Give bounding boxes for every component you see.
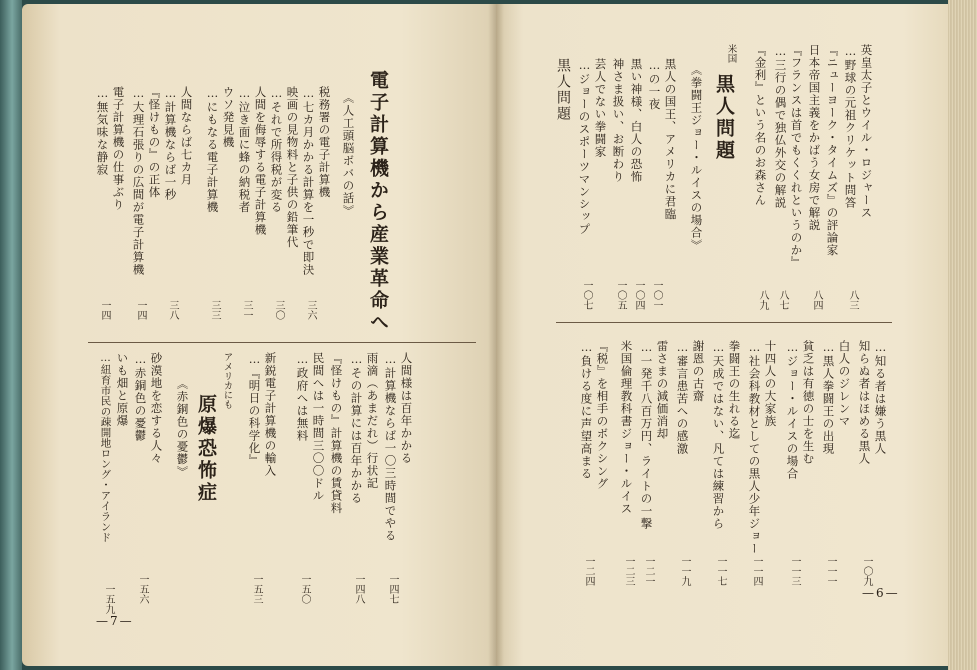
page-number: 一〇九	[861, 556, 872, 586]
toc-entry: …赤銅色の憂鬱	[133, 352, 148, 442]
toc-entry: 謝恩の古齋	[691, 340, 706, 403]
toc-entry: 砂漠地を恋する人々	[149, 352, 164, 465]
toc-entry: …三行の偶で独仏外交の解説	[773, 44, 788, 209]
toc-entry: 人間を侮辱する電子計算機	[253, 86, 268, 236]
section-prefix: 米国	[725, 44, 737, 63]
toc-entry: 黒い神様、白人の恐怖	[629, 58, 644, 183]
toc-entry: 白人のジレンマ	[837, 340, 852, 428]
toc-entry: 芸人でない拳闘家	[593, 58, 608, 158]
toc-entry: …天成ではない、凡ては練習から	[711, 340, 726, 530]
toc-entry: …ジョー・ルイスの場合	[785, 340, 800, 480]
toc-entry: …一発千八百万円、ライトの一撃	[639, 340, 654, 530]
page-number: 一二一	[643, 556, 654, 586]
section-title: 原爆恐怖症	[195, 394, 217, 504]
toc-entry: 民間へは一時間三〇〇ドル	[311, 352, 326, 502]
toc-entry: 『税』を相手のボクシング	[595, 340, 610, 490]
toc-entry: ウソ発見機	[221, 86, 236, 149]
page-number: 三一	[241, 300, 252, 320]
toc-entry: …その計算には百年かかる	[349, 352, 364, 505]
toc-entry: …大理石張りの広間が電子計算機	[131, 86, 146, 276]
toc-entry: 米国倫理教科書ジョー・ルイス	[619, 340, 634, 515]
page-number: 一〇一	[651, 280, 662, 310]
page-number: 三〇	[273, 300, 284, 320]
toc-entry: 日本帝国主義をかばう女房で解説	[807, 44, 822, 232]
section-subtitle: 《拳闘王ジョー・ルイスの場合》	[689, 64, 704, 252]
page-folio: —6—	[862, 586, 900, 600]
page-edges	[948, 0, 977, 670]
page-number: 一四	[99, 300, 110, 320]
page-number: 八三	[847, 290, 858, 310]
page-number: 一五三	[251, 574, 262, 604]
page-number: 一五六	[137, 574, 148, 604]
section-subtitle: 《人工頭脳ボバの話》	[341, 92, 356, 217]
toc-entry: …政府へは無料	[295, 352, 310, 442]
toc-entry: …審言患苦への感激	[675, 340, 690, 455]
page-number: 三三	[209, 300, 220, 320]
page-number: 一五〇	[299, 574, 310, 604]
toc-entry: …知る者は嫌う黒人	[873, 340, 888, 455]
toc-entry: …ジョーのスポーツマンシップ	[577, 58, 592, 236]
toc-entry: 知らぬ者はほめる黒人	[857, 340, 872, 465]
section-divider	[556, 322, 892, 323]
page-number: 八四	[811, 290, 822, 310]
toc-entry: 新鋭電子計算機の輸入	[263, 352, 278, 477]
book-gutter	[488, 4, 504, 666]
toc-entry: 英皇太子とウイル・ロジャース	[859, 44, 874, 219]
toc-entry: …計算機ならば一〇三時間でやる	[383, 352, 398, 542]
page-number: 一一一	[825, 556, 836, 586]
toc-entry: 神さま扱い、お断わり	[611, 58, 626, 183]
toc-entry: 『金利』という名のお森さん	[753, 44, 768, 207]
page-number: 八九	[757, 290, 768, 310]
section-title: 電子計算機から産業革命へ	[367, 70, 389, 334]
book-cover-edge	[0, 0, 22, 670]
toc-entry: …の一夜	[647, 58, 662, 111]
section-subtitle: 《赤銅色の憂鬱》	[175, 378, 190, 478]
toc-entry: 十四人の大家族	[763, 340, 778, 428]
toc-entry: …七カ月かかる計算を一秒で即決	[301, 86, 316, 276]
page-number: 一二三	[623, 556, 634, 586]
page-number: 一〇五	[615, 280, 626, 310]
toc-entry: いも畑と原爆	[115, 352, 130, 427]
toc-entry: 黒人の国王、アメリカに君臨	[663, 58, 678, 221]
page-number: 八七	[777, 290, 788, 310]
toc-entry: …黒人拳闘王の出現	[821, 340, 836, 455]
section-divider	[88, 342, 476, 343]
toc-entry: …紐育市民の疎開地ロング・アイランド	[99, 352, 112, 543]
toc-entry: …『明日の科学化』	[247, 352, 262, 467]
toc-entry: 『ニューヨーク・タイムズ』の評論家	[825, 44, 840, 257]
page-number: 三六	[305, 300, 316, 320]
toc-entry: 人間様は百年かかる	[399, 352, 414, 465]
page-number: 一一三	[789, 556, 800, 586]
toc-entry: 黒人問題	[555, 58, 571, 122]
section-prefix: アメリカにも	[221, 352, 233, 409]
toc-entry: …にもなる電子計算機	[205, 86, 220, 214]
page-number: 一〇七	[581, 280, 592, 310]
toc-entry: …それで所得税が変る	[269, 86, 284, 214]
toc-entry: …社会科教材としての黒人少年ジョー	[747, 340, 762, 555]
toc-entry: 税務署の電子計算機	[317, 86, 332, 199]
toc-entry: …計算機ならば一秒	[163, 86, 178, 201]
page-number: 三八	[167, 300, 178, 320]
toc-entry: 雷さまの減価消却	[655, 340, 670, 440]
page-number: 一一四	[751, 556, 762, 586]
page-number: 一五九	[103, 584, 114, 614]
toc-entry: 『怪けもの』の正体	[147, 86, 162, 199]
toc-entry: …野球の元祖クリケット問答	[843, 44, 858, 209]
page-number: 一一七	[715, 556, 726, 586]
page-number: 一四八	[353, 574, 364, 604]
page-number: 一〇四	[633, 280, 644, 310]
toc-entry: …泣き面に蜂の納税者	[237, 86, 252, 214]
page-number: 一二四	[583, 556, 594, 586]
page-number: 一一九	[679, 556, 690, 586]
page-number: 一四七	[387, 574, 398, 604]
page-number: 一四	[135, 300, 146, 320]
toc-entry: 拳闘王の生れる迄	[727, 340, 742, 440]
toc-entry: 『怪けもの』計算機の賃貸料	[329, 352, 344, 515]
section-title: 黒人問題	[713, 74, 735, 162]
toc-entry: 『フランスは首でもくくれというのか』	[789, 44, 804, 269]
toc-entry: 貧乏は有徳の士を生む	[801, 340, 816, 465]
toc-entry: 雨滴（あまだれ）行状記	[365, 352, 380, 490]
toc-entry: …無気味な静寂	[95, 86, 110, 176]
page-folio: —7—	[96, 614, 134, 628]
toc-entry: 映画の見物料と子供の鉛筆代	[285, 86, 300, 249]
toc-entry: 電子計算機の仕事ぶり	[111, 86, 126, 211]
toc-entry: 人間ならば七カ月	[179, 86, 194, 186]
toc-entry: …負ける度に声望高まる	[579, 340, 594, 480]
